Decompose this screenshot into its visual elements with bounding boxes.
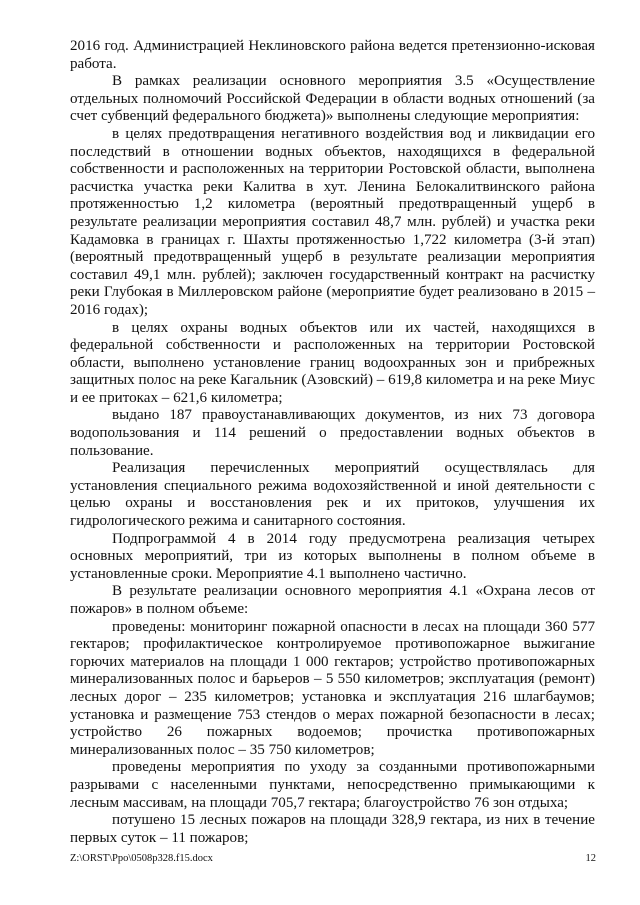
page-footer xyxy=(70,853,596,865)
paragraph-8: В результате реализации основного мероприятия 4.1 «Охрана лесов от пожаров» в полном объеме: xyxy=(70,583,595,617)
paragraph-1: 2016 год. Администрацией Неклиновского района ведется претензионно-исковая работа. xyxy=(70,38,595,72)
page-number: 12 xyxy=(585,853,596,864)
paragraph-6: Реализация перечисленных мероприятий осуществлялась для установления специального режима водохозяйственной и иной деятельности с целью охраны и восстановления рек и их притоков, улучшения их гидрологического режима и санитарного состояния. xyxy=(70,460,595,530)
paragraph-10: проведены мероприятия по уходу за созданными противопожарными разрывами с населенными пунктами, непосредственно примыкающими к лесным массивам, на площади 705,7 гектара; благоустройство 76 зон отдыха; xyxy=(70,759,595,811)
paragraph-5: выдано 187 правоустанавливающих документов, из них 73 договора водопользования и 114 решений о предоставлении водных объектов в пользование. xyxy=(70,407,595,459)
paragraph-3: в целях предотвращения негативного воздействия вод и ликвидации его последствий в отношении водных объектов, находящихся в федеральной собственности и расположенных на территории Ростовской области, выполнена расчистка участка реки Калитва в хут. Ленина Белокалитвинского района протяженностью 1,2 километра (вероятный предотвращенный ущерб в результате реализации мероприятия составил 48,7 млн. рублей) и участка реки Кадамовка в границах г. Шахты протяженностью 1,722 километра (3-й этап) (вероятный предотвращенный ущерб в результате реализации мероприятия составил 49,1 млн. рублей); заключен государственный контракт на расчистку реки Глубокая в Миллеровском районе (мероприятие будет реализовано в 2015 – 2016 годах); xyxy=(70,125,595,318)
footer-file-path: Z:\ORST\Ppo\0508p328.f15.docx xyxy=(70,853,213,864)
paragraph-4: в целях охраны водных объектов или их частей, находящихся в федеральной собственности и расположенных на территории Ростовской области, выполнено установление границ водоохранных зон и прибрежных защитных полос на реке Кагальник (Азовский) – 619,8 километра и на реке Миус и ее притоках – 621,6 километра; xyxy=(70,319,595,406)
paragraph-2: В рамках реализации основного мероприятия 3.5 «Осуществление отдельных полномочий Российской Федерации в области водных отношений (за счет субвенций федерального бюджета)» выполнены следующие мероприятия: xyxy=(70,73,595,125)
paragraph-7: Подпрограммой 4 в 2014 году предусмотрена реализация четырех основных мероприятий, три из которых выполнены в полном объеме в установленные сроки. Мероприятие 4.1 выполнено частично. xyxy=(70,530,595,582)
paragraph-9: проведены: мониторинг пожарной опасности в лесах на площади 360 577 гектаров; профилактическое контролируемое противопожарное выжигание горючих материалов на площади 1 000 гектаров; устройство противопожарных минерализованных полос и барьеров – 5 550 километров; эксплуатация (ремонт) лесных дорог – 235 километров; установка и эксплуатация 216 шлагбаумов; установка и размещение 753 стендов о мерах пожарной безопасности в лесах; устройство 26 пожарных водоемов; прочистка противопожарных минерализованных полос – 35 750 километров; xyxy=(70,618,595,758)
document-body xyxy=(70,38,595,847)
paragraph-11: потушено 15 лесных пожаров на площади 328,9 гектара, из них в течение первых суток – 11 пожаров; xyxy=(70,812,595,846)
